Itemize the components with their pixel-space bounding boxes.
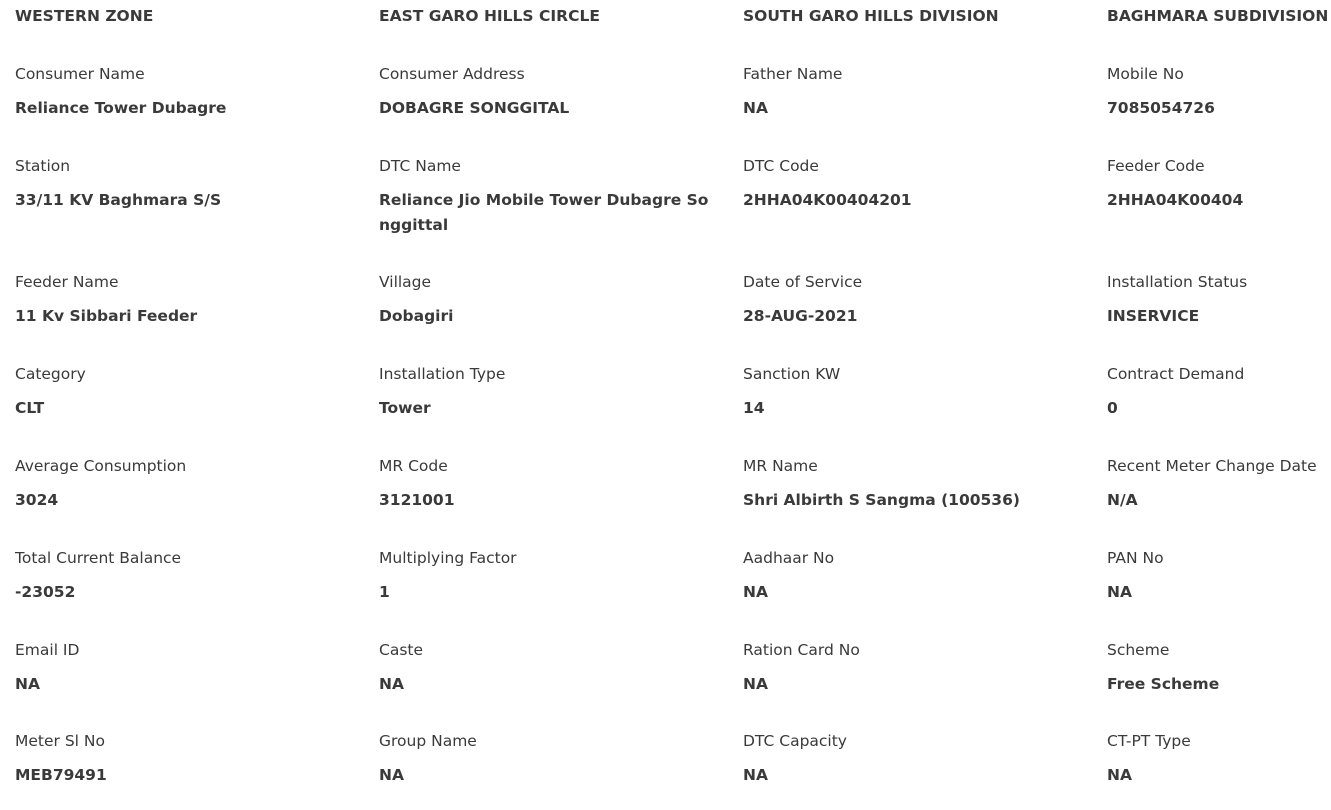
field-label: Consumer Name	[15, 65, 145, 83]
field-father-name	[743, 62, 1088, 121]
field-value: 3121001	[379, 491, 455, 509]
field-feeder-code	[1107, 154, 1331, 213]
field-label: Average Consumption	[15, 457, 187, 475]
field-value: WESTERN ZONE	[15, 7, 154, 25]
field-mr-name	[743, 454, 1088, 513]
field-label: Date of Service	[743, 273, 863, 291]
details-row-balance	[0, 546, 1331, 638]
field-label: Father Name	[743, 65, 843, 83]
field-scheme	[1107, 638, 1331, 697]
field-label: DTC Capacity	[743, 732, 847, 750]
field-label: PAN No	[1107, 549, 1164, 567]
field-label: Scheme	[1107, 641, 1170, 659]
field-label: Feeder Name	[15, 273, 119, 291]
field-feeder-name	[15, 270, 360, 329]
field-consumer-name	[15, 62, 360, 121]
field-village	[379, 270, 724, 329]
field-ration-card-no	[743, 638, 1088, 697]
field-zone	[15, 0, 360, 29]
details-row-meter	[0, 729, 1331, 799]
field-average-consumption	[15, 454, 360, 513]
field-mobile-no	[1107, 62, 1331, 121]
field-value: 3024	[15, 491, 59, 509]
field-label: MR Code	[379, 457, 448, 475]
field-value: Dobagiri	[379, 307, 454, 325]
field-value: EAST GARO HILLS CIRCLE	[379, 7, 600, 25]
field-label: Contract Demand	[1107, 365, 1245, 383]
field-meter-sl-no	[15, 729, 360, 788]
field-label: Caste	[379, 641, 424, 659]
field-label: Multiplying Factor	[379, 549, 517, 567]
field-label: Installation Type	[379, 365, 506, 383]
field-label: Consumer Address	[379, 65, 525, 83]
field-value: BAGHMARA SUBDIVISION	[1107, 7, 1329, 25]
field-label: DTC Name	[379, 157, 461, 175]
field-label: Sanction KW	[743, 365, 841, 383]
field-category	[15, 362, 360, 421]
field-group-name	[379, 729, 724, 788]
field-installation-status	[1107, 270, 1331, 329]
field-email-id	[15, 638, 360, 697]
field-value: NA	[379, 766, 404, 784]
field-value: NA	[743, 583, 768, 601]
field-label: DTC Code	[743, 157, 819, 175]
field-caste	[379, 638, 724, 697]
field-label: Ration Card No	[743, 641, 860, 659]
field-value: NA	[379, 675, 404, 693]
field-circle	[379, 0, 724, 29]
field-value: 2HHA04K00404	[1107, 191, 1244, 209]
field-label: Mobile No	[1107, 65, 1184, 83]
field-station	[15, 154, 360, 213]
details-row-category	[0, 362, 1331, 454]
field-pan-no	[1107, 546, 1331, 605]
field-label: Station	[15, 157, 71, 175]
field-value: N/A	[1107, 491, 1138, 509]
field-value: Free Scheme	[1107, 675, 1220, 693]
field-recent-meter-change-date	[1107, 454, 1331, 513]
field-label: Aadhaar No	[743, 549, 835, 567]
field-multiplying-factor	[379, 546, 724, 605]
field-label: MR Name	[743, 457, 818, 475]
details-row-consumer	[0, 62, 1331, 154]
field-value: Shri Albirth S Sangma (100536)	[743, 491, 1020, 509]
field-date-of-service	[743, 270, 1088, 329]
field-label: Group Name	[379, 732, 477, 750]
field-value: NA	[743, 766, 768, 784]
field-value: 14	[743, 399, 765, 417]
field-label: Email ID	[15, 641, 80, 659]
field-value: NA	[1107, 583, 1132, 601]
field-dtc-capacity	[743, 729, 1088, 788]
field-value: NA	[743, 675, 768, 693]
field-label: Meter Sl No	[15, 732, 105, 750]
field-installation-type	[379, 362, 724, 421]
field-mr-code	[379, 454, 724, 513]
field-value: NA	[743, 99, 768, 117]
details-row-consumption	[0, 454, 1331, 546]
field-label: Village	[379, 273, 432, 291]
field-label: Total Current Balance	[15, 549, 182, 567]
field-value: Tower	[379, 399, 431, 417]
field-value: SOUTH GARO HILLS DIVISION	[743, 7, 999, 25]
field-sanction-kw	[743, 362, 1088, 421]
field-contract-demand	[1107, 362, 1331, 421]
field-value: MEB79491	[15, 766, 107, 784]
field-total-current-balance	[15, 546, 360, 605]
field-value: NA	[15, 675, 40, 693]
field-label: Feeder Code	[1107, 157, 1205, 175]
details-row-email	[0, 638, 1331, 729]
field-value: 2HHA04K00404201	[743, 191, 912, 209]
field-subdivision	[1107, 0, 1331, 29]
field-value: 7085054726	[1107, 99, 1215, 117]
field-value: CLT	[15, 399, 45, 417]
field-consumer-address	[379, 62, 724, 121]
details-row-zone	[0, 0, 1331, 62]
field-value: 33/11 KV Baghmara S/S	[15, 191, 222, 209]
field-value: 0	[1107, 399, 1118, 417]
field-ct-pt-type	[1107, 729, 1331, 788]
field-dtc-code	[743, 154, 1088, 213]
field-value: 28-AUG-2021	[743, 307, 858, 325]
field-label: Installation Status	[1107, 273, 1248, 291]
field-division	[743, 0, 1088, 29]
field-value: Reliance Tower Dubagre	[15, 99, 227, 117]
field-value: -23052	[15, 583, 76, 601]
field-label: Recent Meter Change Date	[1107, 457, 1317, 475]
field-value: 11 Kv Sibbari Feeder	[15, 307, 198, 325]
field-label: Category	[15, 365, 86, 383]
details-row-feeder	[0, 270, 1331, 362]
field-dtc-name	[379, 154, 724, 238]
details-row-station	[0, 154, 1331, 270]
field-value: INSERVICE	[1107, 307, 1200, 325]
field-value: NA	[1107, 766, 1132, 784]
field-value: 1	[379, 583, 390, 601]
field-aadhaar-no	[743, 546, 1088, 605]
field-value: Reliance Jio Mobile Tower Dubagre Songgittal	[379, 191, 709, 234]
field-value: DOBAGRE SONGGITAL	[379, 99, 570, 117]
field-label: CT-PT Type	[1107, 732, 1191, 750]
